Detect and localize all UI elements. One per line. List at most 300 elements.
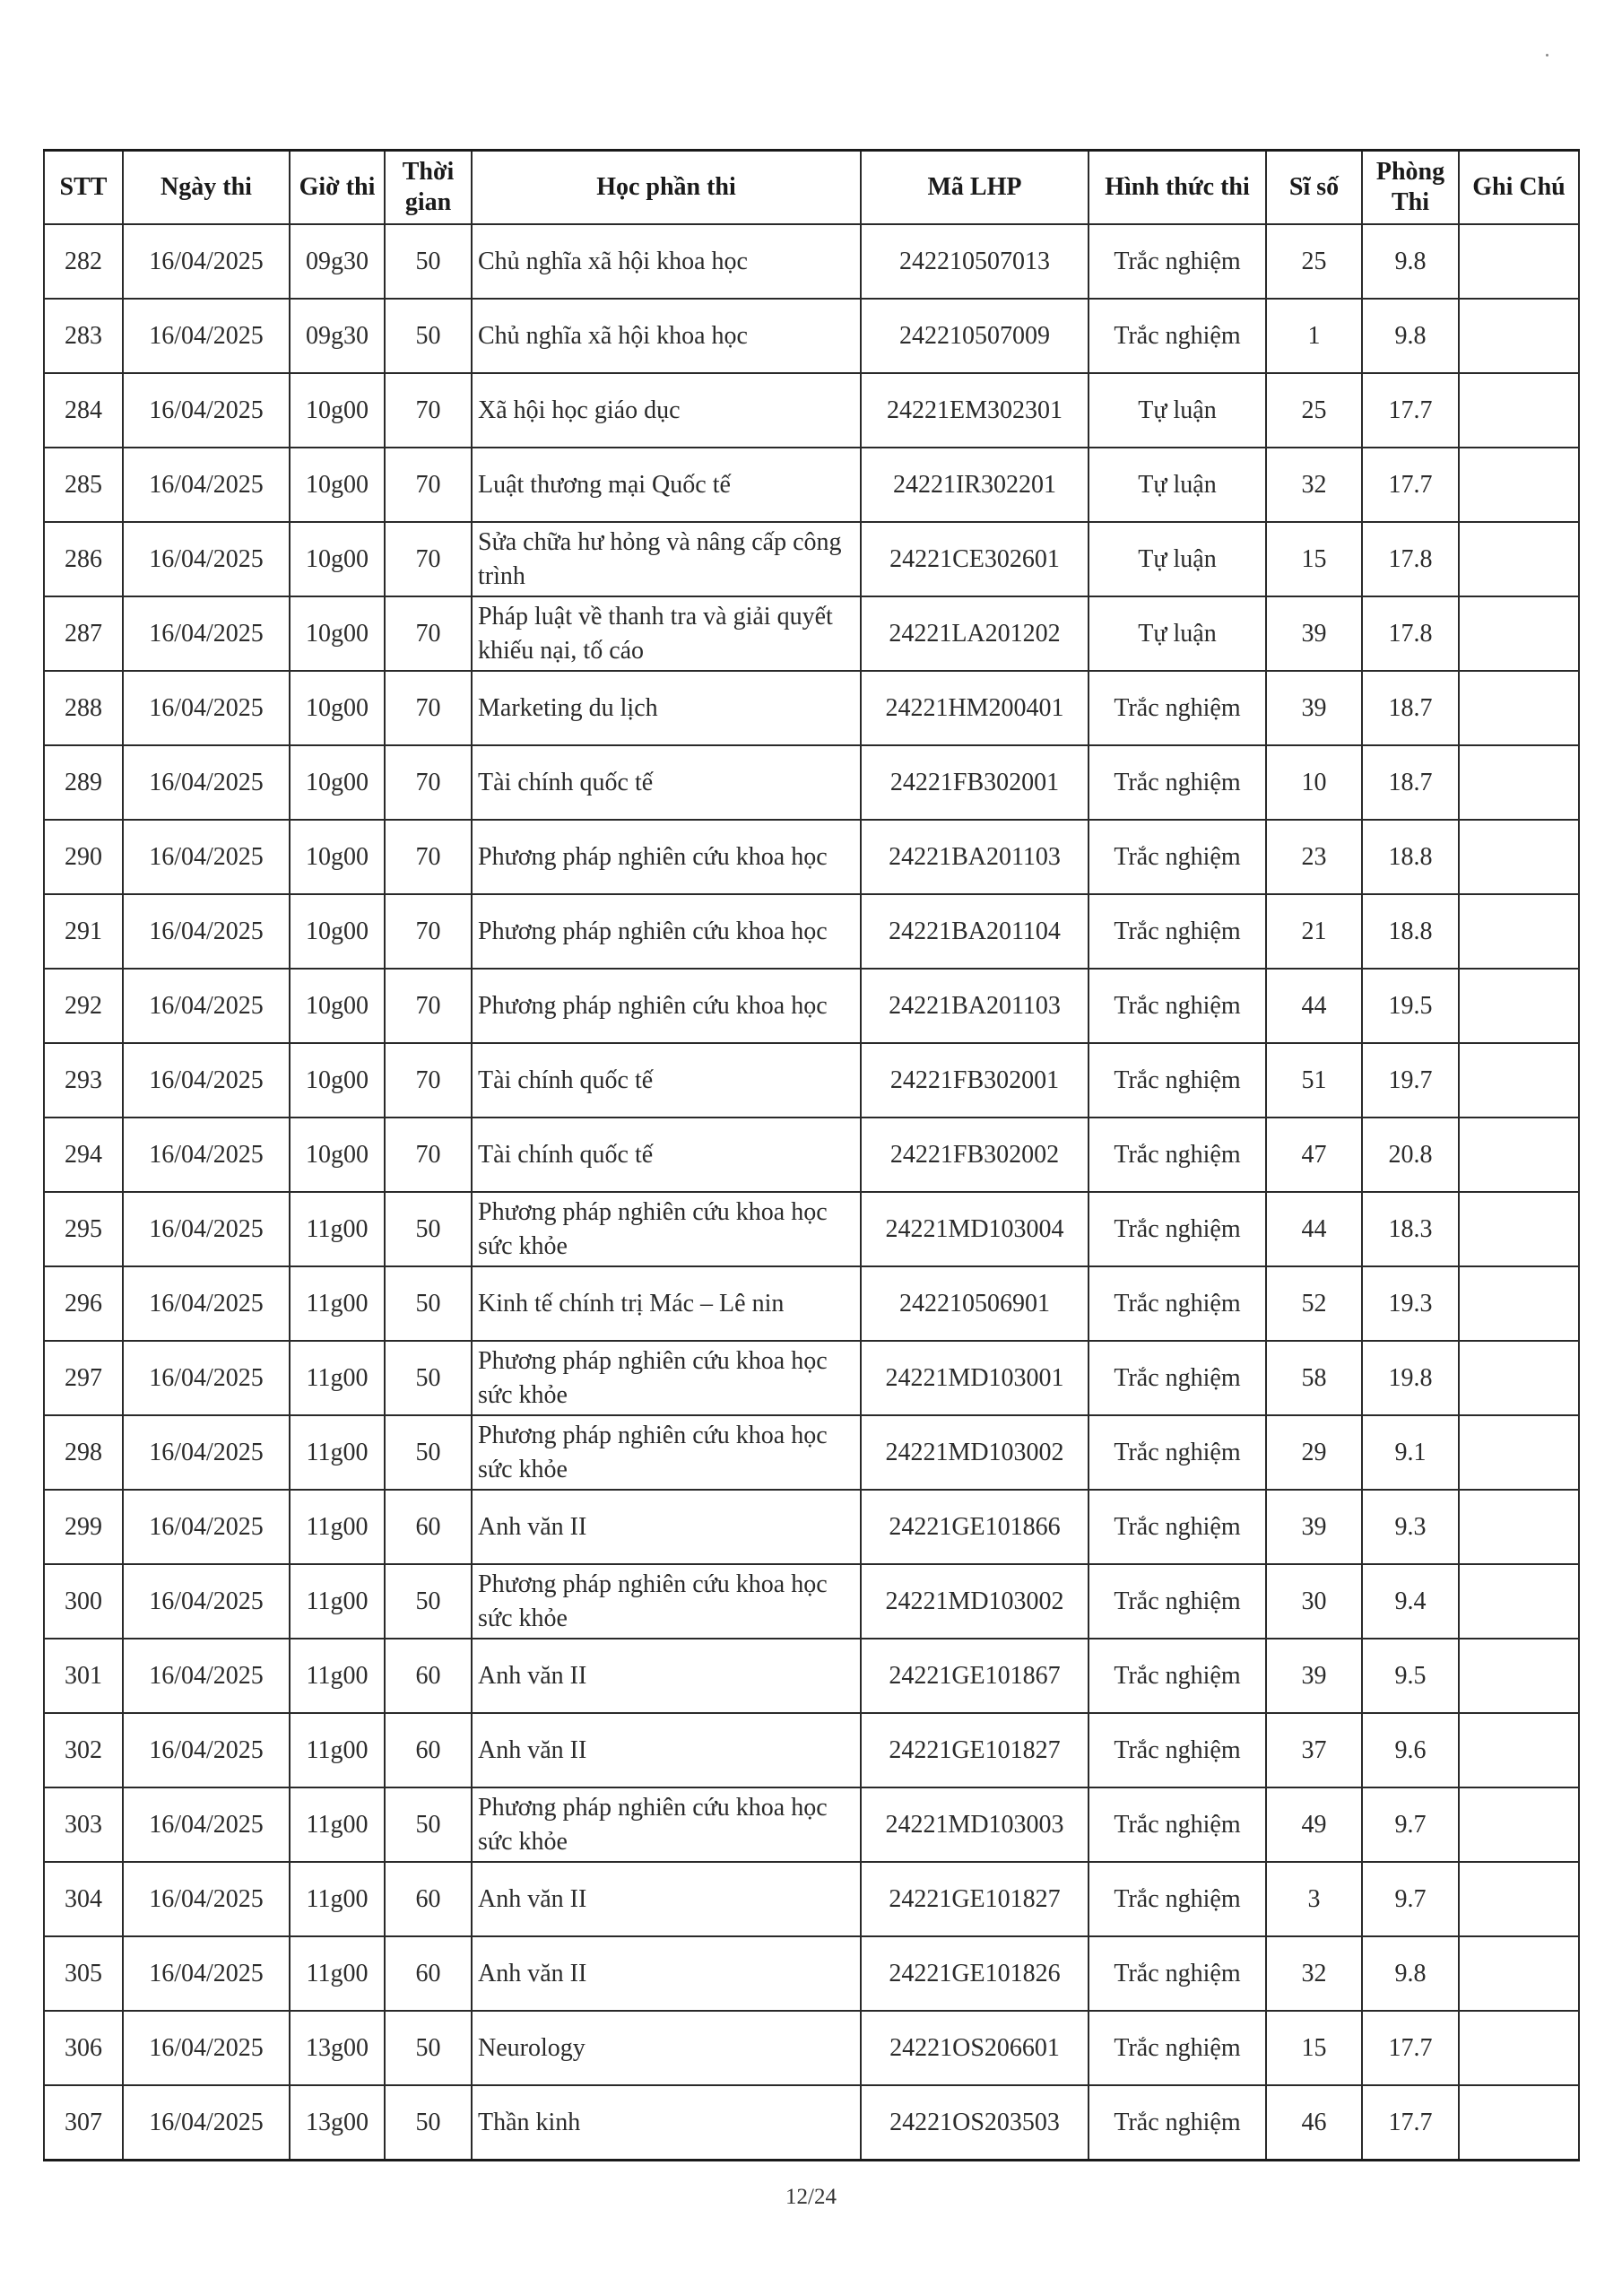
cell-gio-thi: 10g00 [290,894,385,969]
cell-ma-lhp: 24221IR302201 [861,448,1089,522]
cell-hinh-thuc-thi: Trắc nghiệm [1089,1415,1266,1490]
cell-thoi-gian: 50 [385,299,472,373]
cell-hoc-phan-thi: Xã hội học giáo dục [472,373,861,448]
table-row [44,820,1579,894]
cell-phong-thi: 9.1 [1362,1415,1459,1490]
cell-ghi-chu [1459,299,1579,373]
cell-ngay-thi: 16/04/2025 [123,2085,290,2161]
header-hoc-phan-thi: Học phần thi [472,151,861,225]
cell-phong-thi: 17.7 [1362,373,1459,448]
cell-hinh-thuc-thi: Tự luận [1089,373,1266,448]
cell-stt: 289 [44,745,123,820]
cell-gio-thi: 10g00 [290,1043,385,1118]
cell-hoc-phan-thi: Tài chính quốc tế [472,1043,861,1118]
table-row [44,299,1579,373]
cell-ngay-thi: 16/04/2025 [123,596,290,671]
table-row [44,1043,1579,1118]
cell-phong-thi: 18.8 [1362,894,1459,969]
cell-ngay-thi: 16/04/2025 [123,1043,290,1118]
scan-speck [1546,54,1548,57]
cell-thoi-gian: 70 [385,373,472,448]
cell-phong-thi: 18.3 [1362,1192,1459,1266]
cell-thoi-gian: 50 [385,1787,472,1862]
cell-thoi-gian: 70 [385,894,472,969]
cell-hoc-phan-thi: Anh văn II [472,1936,861,2011]
cell-si-so: 10 [1266,745,1362,820]
cell-stt: 287 [44,596,123,671]
cell-ngay-thi: 16/04/2025 [123,820,290,894]
cell-ghi-chu [1459,1118,1579,1192]
table-row [44,671,1579,745]
cell-gio-thi: 11g00 [290,1564,385,1639]
cell-ngay-thi: 16/04/2025 [123,969,290,1043]
cell-phong-thi: 9.8 [1362,299,1459,373]
cell-hinh-thuc-thi: Trắc nghiệm [1089,1936,1266,2011]
cell-hinh-thuc-thi: Trắc nghiệm [1089,1787,1266,1862]
cell-ghi-chu [1459,1192,1579,1266]
header-row [44,151,1579,225]
cell-phong-thi: 9.4 [1362,1564,1459,1639]
table-row [44,448,1579,522]
cell-stt: 296 [44,1266,123,1341]
cell-thoi-gian: 50 [385,1415,472,1490]
table-row [44,1787,1579,1862]
cell-ghi-chu [1459,671,1579,745]
cell-si-so: 44 [1266,969,1362,1043]
cell-stt: 297 [44,1341,123,1415]
cell-hinh-thuc-thi: Trắc nghiệm [1089,1713,1266,1787]
cell-ma-lhp: 242210506901 [861,1266,1089,1341]
cell-ghi-chu [1459,448,1579,522]
cell-hoc-phan-thi: Anh văn II [472,1713,861,1787]
cell-phong-thi: 18.7 [1362,745,1459,820]
cell-gio-thi: 11g00 [290,1192,385,1266]
cell-thoi-gian: 50 [385,1341,472,1415]
cell-si-so: 37 [1266,1713,1362,1787]
cell-ngay-thi: 16/04/2025 [123,2011,290,2085]
cell-ma-lhp: 24221MD103002 [861,1564,1089,1639]
cell-hoc-phan-thi: Phương pháp nghiên cứu khoa học sức khỏe [472,1192,861,1266]
cell-phong-thi: 18.8 [1362,820,1459,894]
exam-schedule-sheet [43,149,1578,2161]
cell-hinh-thuc-thi: Trắc nghiệm [1089,1490,1266,1564]
cell-hinh-thuc-thi: Trắc nghiệm [1089,2085,1266,2161]
cell-hoc-phan-thi: Sửa chữa hư hỏng và nâng cấp công trình [472,522,861,596]
cell-si-so: 39 [1266,1639,1362,1713]
cell-ngay-thi: 16/04/2025 [123,299,290,373]
cell-thoi-gian: 60 [385,1862,472,1936]
table-row [44,2085,1579,2161]
cell-gio-thi: 13g00 [290,2085,385,2161]
cell-ghi-chu [1459,522,1579,596]
cell-ngay-thi: 16/04/2025 [123,671,290,745]
table-row [44,2011,1579,2085]
cell-ma-lhp: 24221CE302601 [861,522,1089,596]
cell-ngay-thi: 16/04/2025 [123,522,290,596]
cell-stt: 304 [44,1862,123,1936]
cell-hoc-phan-thi: Kinh tế chính trị Mác – Lê nin [472,1266,861,1341]
header-stt: STT [44,151,123,225]
cell-stt: 293 [44,1043,123,1118]
table-row [44,1713,1579,1787]
cell-si-so: 52 [1266,1266,1362,1341]
cell-hinh-thuc-thi: Trắc nghiệm [1089,671,1266,745]
cell-hoc-phan-thi: Chủ nghĩa xã hội khoa học [472,224,861,299]
cell-stt: 292 [44,969,123,1043]
cell-gio-thi: 11g00 [290,1415,385,1490]
table-row [44,1936,1579,2011]
cell-hinh-thuc-thi: Trắc nghiệm [1089,1043,1266,1118]
cell-ngay-thi: 16/04/2025 [123,373,290,448]
table-header [44,151,1579,225]
cell-gio-thi: 11g00 [290,1266,385,1341]
cell-gio-thi: 10g00 [290,596,385,671]
cell-gio-thi: 10g00 [290,448,385,522]
cell-si-so: 25 [1266,373,1362,448]
cell-hoc-phan-thi: Phương pháp nghiên cứu khoa học [472,820,861,894]
cell-thoi-gian: 50 [385,1266,472,1341]
cell-si-so: 39 [1266,1490,1362,1564]
header-ma-lhp: Mã LHP [861,151,1089,225]
cell-si-so: 49 [1266,1787,1362,1862]
cell-ghi-chu [1459,373,1579,448]
cell-phong-thi: 19.7 [1362,1043,1459,1118]
cell-gio-thi: 11g00 [290,1862,385,1936]
cell-phong-thi: 9.7 [1362,1862,1459,1936]
cell-si-so: 3 [1266,1862,1362,1936]
cell-si-so: 30 [1266,1564,1362,1639]
cell-ngay-thi: 16/04/2025 [123,1341,290,1415]
cell-thoi-gian: 70 [385,448,472,522]
cell-ma-lhp: 24221OS203503 [861,2085,1089,2161]
cell-thoi-gian: 60 [385,1713,472,1787]
cell-hoc-phan-thi: Phương pháp nghiên cứu khoa học [472,894,861,969]
cell-ngay-thi: 16/04/2025 [123,1639,290,1713]
cell-ghi-chu [1459,1787,1579,1862]
cell-gio-thi: 11g00 [290,1639,385,1713]
cell-phong-thi: 9.7 [1362,1787,1459,1862]
cell-ngay-thi: 16/04/2025 [123,1415,290,1490]
table-row [44,224,1579,299]
cell-hoc-phan-thi: Anh văn II [472,1490,861,1564]
cell-ma-lhp: 242210507009 [861,299,1089,373]
cell-ma-lhp: 24221BA201104 [861,894,1089,969]
table-row [44,1415,1579,1490]
cell-phong-thi: 9.8 [1362,1936,1459,2011]
table-row [44,1490,1579,1564]
cell-ghi-chu [1459,1862,1579,1936]
cell-stt: 282 [44,224,123,299]
cell-thoi-gian: 70 [385,1043,472,1118]
table-body [44,224,1579,2161]
cell-ma-lhp: 24221HM200401 [861,671,1089,745]
cell-phong-thi: 17.7 [1362,2011,1459,2085]
cell-ghi-chu [1459,1266,1579,1341]
table-row [44,1118,1579,1192]
cell-ma-lhp: 24221GE101866 [861,1490,1089,1564]
cell-ngay-thi: 16/04/2025 [123,448,290,522]
cell-thoi-gian: 70 [385,671,472,745]
cell-stt: 290 [44,820,123,894]
cell-ma-lhp: 24221FB302002 [861,1118,1089,1192]
cell-stt: 298 [44,1415,123,1490]
cell-stt: 301 [44,1639,123,1713]
cell-thoi-gian: 60 [385,1490,472,1564]
cell-hoc-phan-thi: Pháp luật về thanh tra và giải quyết khiếu nại, tố cáo [472,596,861,671]
header-phong-thi: Phòng Thi [1362,151,1459,225]
cell-thoi-gian: 50 [385,2011,472,2085]
cell-ngay-thi: 16/04/2025 [123,1787,290,1862]
cell-si-so: 1 [1266,299,1362,373]
cell-hinh-thuc-thi: Trắc nghiệm [1089,1192,1266,1266]
cell-hoc-phan-thi: Neurology [472,2011,861,2085]
cell-ngay-thi: 16/04/2025 [123,1118,290,1192]
cell-hoc-phan-thi: Anh văn II [472,1862,861,1936]
cell-gio-thi: 10g00 [290,671,385,745]
cell-ma-lhp: 242210507013 [861,224,1089,299]
cell-ghi-chu [1459,596,1579,671]
cell-si-so: 32 [1266,1936,1362,2011]
table-row [44,1862,1579,1936]
cell-si-so: 44 [1266,1192,1362,1266]
cell-hinh-thuc-thi: Tự luận [1089,448,1266,522]
cell-ngay-thi: 16/04/2025 [123,1564,290,1639]
cell-stt: 283 [44,299,123,373]
cell-ghi-chu [1459,224,1579,299]
cell-ma-lhp: 24221GE101826 [861,1936,1089,2011]
cell-ma-lhp: 24221BA201103 [861,820,1089,894]
cell-ma-lhp: 24221LA201202 [861,596,1089,671]
cell-hinh-thuc-thi: Trắc nghiệm [1089,1862,1266,1936]
cell-thoi-gian: 50 [385,224,472,299]
cell-ghi-chu [1459,1713,1579,1787]
cell-thoi-gian: 70 [385,745,472,820]
cell-si-so: 21 [1266,894,1362,969]
cell-ngay-thi: 16/04/2025 [123,1192,290,1266]
cell-hinh-thuc-thi: Trắc nghiệm [1089,969,1266,1043]
cell-thoi-gian: 50 [385,1192,472,1266]
cell-ma-lhp: 24221MD103004 [861,1192,1089,1266]
cell-ghi-chu [1459,894,1579,969]
table-row [44,373,1579,448]
cell-ghi-chu [1459,820,1579,894]
table-row [44,969,1579,1043]
cell-ghi-chu [1459,745,1579,820]
cell-stt: 306 [44,2011,123,2085]
header-si-so: Sĩ số [1266,151,1362,225]
cell-hinh-thuc-thi: Trắc nghiệm [1089,1341,1266,1415]
cell-si-so: 29 [1266,1415,1362,1490]
cell-si-so: 39 [1266,596,1362,671]
cell-hinh-thuc-thi: Trắc nghiệm [1089,820,1266,894]
cell-phong-thi: 18.7 [1362,671,1459,745]
cell-hoc-phan-thi: Tài chính quốc tế [472,1118,861,1192]
cell-hinh-thuc-thi: Trắc nghiệm [1089,299,1266,373]
cell-thoi-gian: 50 [385,2085,472,2161]
cell-gio-thi: 11g00 [290,1787,385,1862]
cell-phong-thi: 19.8 [1362,1341,1459,1415]
cell-si-so: 47 [1266,1118,1362,1192]
table-row [44,596,1579,671]
table-row [44,1639,1579,1713]
cell-stt: 303 [44,1787,123,1862]
exam-schedule-table [43,149,1580,2161]
cell-ngay-thi: 16/04/2025 [123,224,290,299]
table-row [44,745,1579,820]
cell-stt: 307 [44,2085,123,2161]
cell-phong-thi: 20.8 [1362,1118,1459,1192]
cell-ghi-chu [1459,1639,1579,1713]
cell-gio-thi: 10g00 [290,745,385,820]
cell-phong-thi: 17.7 [1362,2085,1459,2161]
cell-gio-thi: 11g00 [290,1936,385,2011]
cell-hoc-phan-thi: Phương pháp nghiên cứu khoa học sức khỏe [472,1415,861,1490]
cell-hinh-thuc-thi: Trắc nghiệm [1089,1564,1266,1639]
cell-gio-thi: 13g00 [290,2011,385,2085]
cell-stt: 299 [44,1490,123,1564]
table-row [44,1564,1579,1639]
cell-si-so: 15 [1266,2011,1362,2085]
cell-si-so: 58 [1266,1341,1362,1415]
cell-phong-thi: 17.8 [1362,522,1459,596]
cell-ma-lhp: 24221MD103003 [861,1787,1089,1862]
table-row [44,522,1579,596]
cell-phong-thi: 17.8 [1362,596,1459,671]
cell-stt: 288 [44,671,123,745]
table-row [44,894,1579,969]
cell-stt: 305 [44,1936,123,2011]
cell-stt: 302 [44,1713,123,1787]
cell-si-so: 15 [1266,522,1362,596]
cell-hinh-thuc-thi: Tự luận [1089,522,1266,596]
cell-gio-thi: 10g00 [290,820,385,894]
cell-ma-lhp: 24221BA201103 [861,969,1089,1043]
table-row [44,1192,1579,1266]
cell-hinh-thuc-thi: Trắc nghiệm [1089,1266,1266,1341]
cell-ghi-chu [1459,1936,1579,2011]
cell-ma-lhp: 24221EM302301 [861,373,1089,448]
cell-hinh-thuc-thi: Trắc nghiệm [1089,1118,1266,1192]
cell-ngay-thi: 16/04/2025 [123,1862,290,1936]
cell-ngay-thi: 16/04/2025 [123,745,290,820]
cell-hinh-thuc-thi: Trắc nghiệm [1089,894,1266,969]
cell-si-so: 46 [1266,2085,1362,2161]
cell-ghi-chu [1459,2085,1579,2161]
cell-ma-lhp: 24221OS206601 [861,2011,1089,2085]
header-ngay-thi: Ngày thi [123,151,290,225]
cell-hinh-thuc-thi: Tự luận [1089,596,1266,671]
cell-stt: 286 [44,522,123,596]
cell-thoi-gian: 70 [385,1118,472,1192]
cell-ma-lhp: 24221MD103001 [861,1341,1089,1415]
cell-phong-thi: 9.5 [1362,1639,1459,1713]
cell-ghi-chu [1459,1341,1579,1415]
cell-hoc-phan-thi: Marketing du lịch [472,671,861,745]
cell-stt: 294 [44,1118,123,1192]
cell-thoi-gian: 70 [385,596,472,671]
cell-thoi-gian: 50 [385,1564,472,1639]
cell-ghi-chu [1459,2011,1579,2085]
cell-phong-thi: 9.3 [1362,1490,1459,1564]
cell-hoc-phan-thi: Chủ nghĩa xã hội khoa học [472,299,861,373]
cell-si-so: 39 [1266,671,1362,745]
table-row [44,1266,1579,1341]
cell-gio-thi: 11g00 [290,1713,385,1787]
cell-si-so: 25 [1266,224,1362,299]
cell-ghi-chu [1459,969,1579,1043]
cell-hoc-phan-thi: Anh văn II [472,1639,861,1713]
cell-ma-lhp: 24221FB302001 [861,745,1089,820]
cell-hoc-phan-thi: Phương pháp nghiên cứu khoa học sức khỏe [472,1787,861,1862]
cell-thoi-gian: 70 [385,820,472,894]
cell-hinh-thuc-thi: Trắc nghiệm [1089,745,1266,820]
cell-ma-lhp: 24221GE101867 [861,1639,1089,1713]
cell-hoc-phan-thi: Phương pháp nghiên cứu khoa học sức khỏe [472,1341,861,1415]
cell-phong-thi: 19.5 [1362,969,1459,1043]
cell-phong-thi: 9.8 [1362,224,1459,299]
cell-ma-lhp: 24221MD103002 [861,1415,1089,1490]
cell-thoi-gian: 60 [385,1639,472,1713]
cell-phong-thi: 19.3 [1362,1266,1459,1341]
page-number: 12/24 [785,2185,837,2209]
cell-ngay-thi: 16/04/2025 [123,1266,290,1341]
cell-gio-thi: 09g30 [290,224,385,299]
header-thoi-gian: Thời gian [385,151,472,225]
cell-gio-thi: 09g30 [290,299,385,373]
header-hinh-thuc-thi: Hình thức thi [1089,151,1266,225]
header-gio-thi: Giờ thi [290,151,385,225]
cell-ngay-thi: 16/04/2025 [123,1713,290,1787]
cell-hinh-thuc-thi: Trắc nghiệm [1089,1639,1266,1713]
cell-ghi-chu [1459,1043,1579,1118]
cell-si-so: 32 [1266,448,1362,522]
cell-si-so: 51 [1266,1043,1362,1118]
cell-thoi-gian: 70 [385,522,472,596]
cell-stt: 285 [44,448,123,522]
cell-stt: 291 [44,894,123,969]
cell-stt: 295 [44,1192,123,1266]
cell-ngay-thi: 16/04/2025 [123,1936,290,2011]
cell-gio-thi: 10g00 [290,373,385,448]
cell-stt: 284 [44,373,123,448]
cell-gio-thi: 11g00 [290,1490,385,1564]
cell-ghi-chu [1459,1415,1579,1490]
cell-stt: 300 [44,1564,123,1639]
cell-hoc-phan-thi: Phương pháp nghiên cứu khoa học [472,969,861,1043]
cell-thoi-gian: 70 [385,969,472,1043]
cell-ghi-chu [1459,1490,1579,1564]
cell-ngay-thi: 16/04/2025 [123,1490,290,1564]
cell-hinh-thuc-thi: Trắc nghiệm [1089,2011,1266,2085]
cell-gio-thi: 11g00 [290,1341,385,1415]
cell-phong-thi: 17.7 [1362,448,1459,522]
cell-si-so: 23 [1266,820,1362,894]
cell-gio-thi: 10g00 [290,969,385,1043]
cell-ngay-thi: 16/04/2025 [123,894,290,969]
cell-gio-thi: 10g00 [290,522,385,596]
table-row [44,1341,1579,1415]
cell-hoc-phan-thi: Thần kinh [472,2085,861,2161]
cell-hoc-phan-thi: Tài chính quốc tế [472,745,861,820]
header-ghi-chu: Ghi Chú [1459,151,1579,225]
cell-hoc-phan-thi: Phương pháp nghiên cứu khoa học sức khỏe [472,1564,861,1639]
cell-hinh-thuc-thi: Trắc nghiệm [1089,224,1266,299]
cell-gio-thi: 10g00 [290,1118,385,1192]
cell-ma-lhp: 24221GE101827 [861,1713,1089,1787]
cell-ghi-chu [1459,1564,1579,1639]
cell-ma-lhp: 24221FB302001 [861,1043,1089,1118]
cell-phong-thi: 9.6 [1362,1713,1459,1787]
